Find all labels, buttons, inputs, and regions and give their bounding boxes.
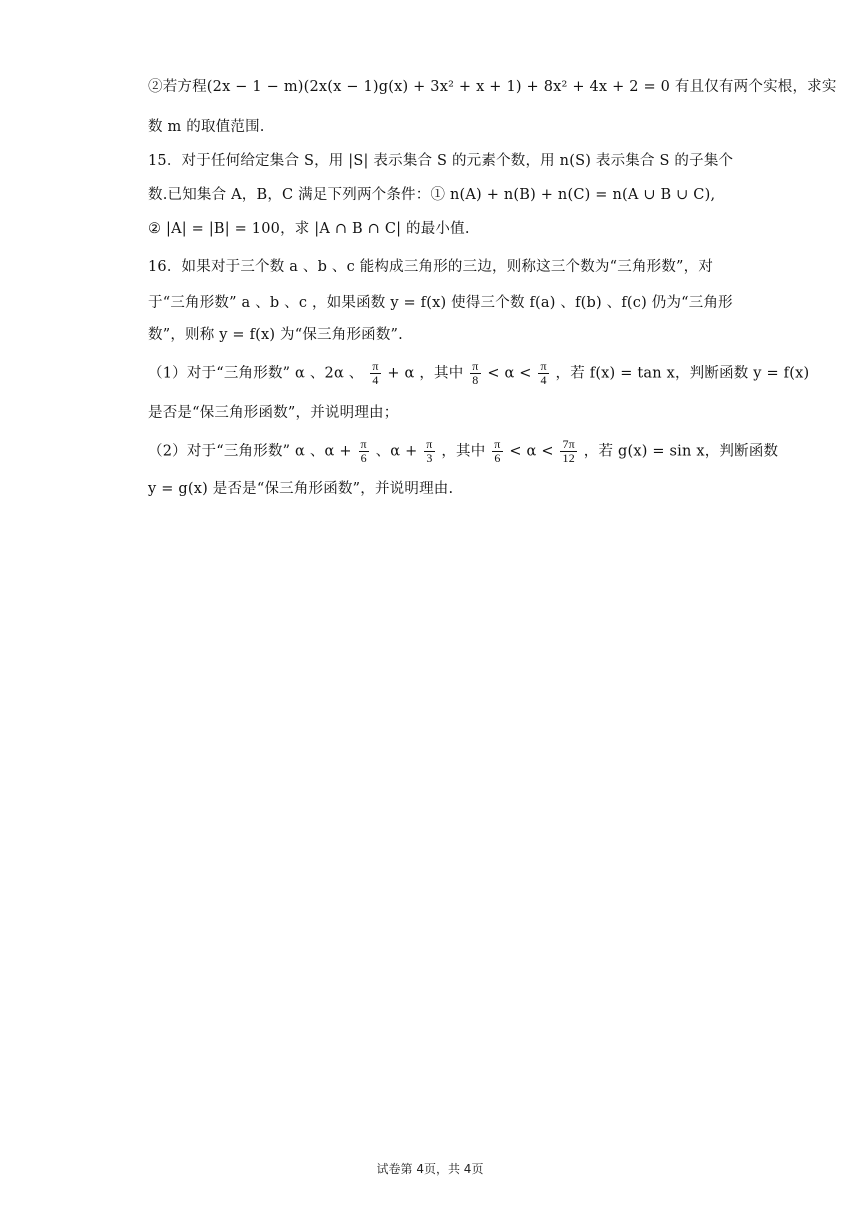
q16-line2: 于“三角形数” a 、b 、c ，如果函数 y = f(x) 使得三个数 f(a) 、f(b) 、f(c) 仍为“三角形 bbox=[148, 295, 733, 311]
fraction-pi-over-3: $\frac{\pi}{3}$ bbox=[426, 437, 433, 465]
q16-part1-mid1: + α ，其中 bbox=[387, 365, 464, 382]
q16-part2-mid2: ，其中 bbox=[441, 443, 486, 460]
q14-part2-line1: ②若方程(2x − 1 − m)(2x(x − 1)g(x) + 3x² + x + 1) + 8x² + 4x + 2 = 0 有且仅有两个实根，求实 bbox=[148, 79, 837, 95]
fraction-pi-over-4: $\frac{\pi}{4}$ bbox=[372, 359, 379, 387]
q16-part1-line2: 是否是“保三角形函数”，并说明理由； bbox=[148, 405, 399, 421]
q16-part2-mid1: 、α + bbox=[375, 443, 418, 460]
q16-line3: 数”，则称 y = f(x) 为“保三角形函数”. bbox=[148, 327, 403, 343]
fraction-pi-over-4-b: $\frac{\pi}{4}$ bbox=[540, 359, 547, 387]
q14-part2-line2: 数 m 的取值范围. bbox=[148, 119, 265, 135]
q16-part2-pre: （2）对于“三角形数” α 、α + bbox=[148, 443, 352, 460]
q16-part2-post: ，若 g(x) = sin x，判断函数 bbox=[583, 443, 779, 460]
q15-line1: 15．对于任何给定集合 S，用 |S| 表示集合 S 的元素个数，用 n(S) 表示集合 S 的子集个 bbox=[148, 153, 734, 169]
q16-part2-mid3: < α < bbox=[509, 443, 554, 460]
page-footer: 试卷第 4页，共 4页 bbox=[376, 1162, 484, 1176]
fraction-pi-over-6: $\frac{\pi}{6}$ bbox=[360, 437, 367, 465]
fraction-pi-over-6-b: $\frac{\pi}{6}$ bbox=[494, 437, 501, 465]
fraction-pi-over-8: $\frac{\pi}{8}$ bbox=[472, 359, 479, 387]
fraction-7pi-over-12: $\frac{7\pi}{12}$ bbox=[562, 437, 575, 465]
q15-line3: ② |A| = |B| = 100，求 |A ∩ B ∩ C| 的最小值. bbox=[148, 221, 470, 237]
q15-line2: 数.已知集合 A，B，C 满足下列两个条件：① n(A) + n(B) + n(C) = n(A ∪ B ∪ C), bbox=[148, 187, 716, 203]
q16-part1-line1 bbox=[148, 359, 810, 387]
q16-part2-line1 bbox=[148, 437, 779, 465]
q16-part1-post: ，若 f(x) = tan x，判断函数 y = f(x) bbox=[555, 365, 810, 382]
q16-part1-mid2: < α < bbox=[487, 365, 532, 382]
q16-part2-line2: y = g(x) 是否是“保三角形函数”，并说明理由. bbox=[148, 481, 454, 497]
q16-part1-pre: （1）对于“三角形数” α 、2α 、 bbox=[148, 365, 364, 382]
q16-line1: 16．如果对于三个数 a 、b 、c 能构成三角形的三边，则称这三个数为“三角形数”，对 bbox=[148, 259, 714, 275]
